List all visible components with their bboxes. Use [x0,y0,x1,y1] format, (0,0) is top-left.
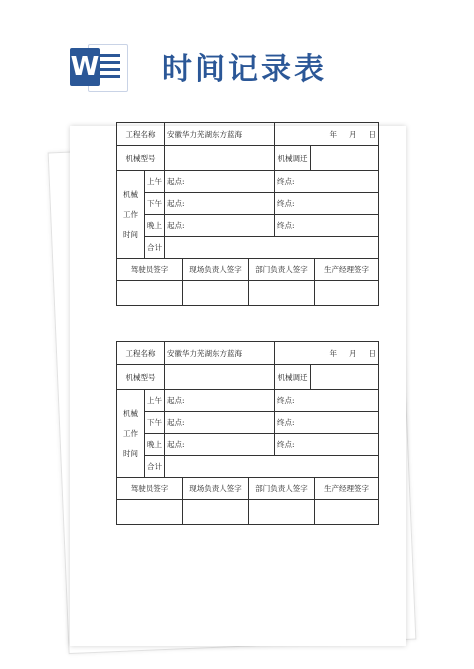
project-label: 工程名称 [117,342,165,365]
transfer-value[interactable] [311,365,379,390]
page-header [0,0,474,110]
period-morning: 上午 [145,171,165,193]
driver-signature-label: 驾驶员签字 [117,478,183,500]
page-title: 时间记录表 [162,52,327,87]
transfer-label: 机械调迁 [275,146,311,171]
afternoon-start[interactable]: 起点: [165,412,275,434]
evening-end[interactable]: 终点: [275,434,379,456]
production-manager-signature-label: 生产经理签字 [315,478,379,500]
site-manager-signature-field[interactable] [183,500,249,525]
afternoon-end[interactable]: 终点: [275,193,379,215]
model-value[interactable] [165,365,275,390]
month-label: 月 [349,129,357,139]
period-evening: 晚上 [145,215,165,237]
total-label: 合计 [145,237,165,259]
morning-start[interactable]: 起点: [165,390,275,412]
project-label: 工程名称 [117,123,165,146]
model-label: 机械型号 [117,365,165,390]
production-manager-signature-field[interactable] [315,500,379,525]
time-record-form-2 [116,341,378,525]
work-time-label: 机械 工作 时间 [117,171,145,259]
model-value[interactable] [165,146,275,171]
morning-start[interactable]: 起点: [165,171,275,193]
period-afternoon: 下午 [145,193,165,215]
department-head-signature-field[interactable] [249,500,315,525]
afternoon-end[interactable]: 终点: [275,412,379,434]
word-w-badge: W [70,48,100,86]
driver-signature-field[interactable] [117,500,183,525]
morning-end[interactable]: 终点: [275,390,379,412]
signature-table [116,477,379,525]
evening-end[interactable]: 终点: [275,215,379,237]
driver-signature-field[interactable] [117,281,183,306]
production-manager-signature-field[interactable] [315,281,379,306]
day-label: 日 [368,129,376,139]
site-manager-signature-label: 现场负责人签字 [183,478,249,500]
transfer-label: 机械调迁 [275,365,311,390]
year-label: 年 [329,129,337,139]
site-manager-signature-label: 现场负责人签字 [183,259,249,281]
period-afternoon: 下午 [145,412,165,434]
total-value[interactable] [165,456,379,478]
production-manager-signature-label: 生产经理签字 [315,259,379,281]
record-table [116,122,379,259]
date-field[interactable] [275,342,379,365]
transfer-value[interactable] [311,146,379,171]
afternoon-start[interactable]: 起点: [165,193,275,215]
work-time-label: 机械 工作 时间 [117,390,145,478]
total-value[interactable] [165,237,379,259]
project-value[interactable]: 安徽华力芜湖东方蓝海 [165,123,275,146]
time-record-form-1 [116,122,378,306]
project-value[interactable]: 安徽华力芜湖东方蓝海 [165,342,275,365]
date-field[interactable] [275,123,379,146]
department-head-signature-field[interactable] [249,281,315,306]
month-label: 月 [349,348,357,358]
department-head-signature-label: 部门负责人签字 [249,259,315,281]
day-label: 日 [368,348,376,358]
evening-start[interactable]: 起点: [165,434,275,456]
period-evening: 晚上 [145,434,165,456]
morning-end[interactable]: 终点: [275,171,379,193]
driver-signature-label: 驾驶员签字 [117,259,183,281]
site-manager-signature-field[interactable] [183,281,249,306]
evening-start[interactable]: 起点: [165,215,275,237]
record-table [116,341,379,478]
signature-table [116,258,379,306]
period-morning: 上午 [145,390,165,412]
model-label: 机械型号 [117,146,165,171]
total-label: 合计 [145,456,165,478]
department-head-signature-label: 部门负责人签字 [249,478,315,500]
word-document-icon [70,42,128,92]
year-label: 年 [329,348,337,358]
